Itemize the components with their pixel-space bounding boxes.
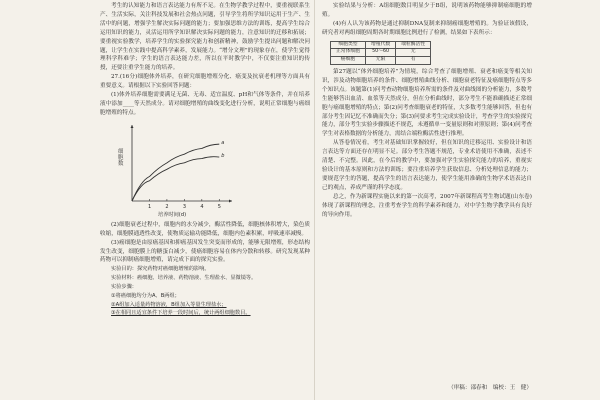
x-axis-label: 培养时间(d): [158, 211, 187, 218]
experiment-purpose: 实验目的：探究药物对癌细胞增殖的影响。: [111, 266, 210, 273]
question-27-intro: 27.(16分)细胞体外培养，在研究细胞增殖分化、癌变及抗衰老机理等方面具有重要意义。请根据以下实验回答问题：: [100, 74, 310, 90]
y-axis-arrow: [131, 125, 134, 128]
table-header: 增殖代数: [366, 41, 396, 49]
x-tick-label: 4: [200, 203, 204, 210]
experiment-steps-heading: 实验步骤：: [111, 283, 137, 290]
series-line-b: [132, 156, 219, 200]
experiment-step: ①将癌细胞均分为A、B两组；: [111, 292, 180, 299]
y-axis-label: 细胞数: [118, 148, 124, 167]
x-tick-label: 2: [165, 203, 169, 210]
table-row: [331, 49, 431, 57]
paragraph: 从答卷情况看，考生对基础知识掌握较好，但在知识的迁移运用、实验设计和语言表达等方面还存在明显不足。部分考生答题不规范，专业术语使用不准确，表述不清楚、不完整。因此，在今后的教学中，要加强对学生实验探究能力的培养，重视实验设计的基本原则和方法的训练；要注重培养学生获取信息、分析处理信息的能力；要规范学生的答题，提高学生的语言表达能力，使学生能用准确的生物学术语表达自己的观点，养成严谨的科学态度。: [322, 140, 532, 191]
paragraph: (4)有人认为该药物是通过抑制DNA复制来抑制癌细胞增殖的。为验证该假设，研究者对两组细胞周期各时期细胞比例进行了检测，结果如下表所示：: [322, 20, 532, 36]
table-cell: 无限: [366, 57, 396, 65]
x-axis-arrow: [229, 199, 232, 202]
table-row: [331, 57, 431, 65]
paragraph: 第27题以“体外细胞培养”为情境，综合考查了细胞增殖、衰老和癌变等相关知识，涉及动物细胞培养的条件、细胞增殖曲线分析、细胞衰老特征及癌细胞特点等多个知识点。该题第(1)问考查动物细胞培养所需的条件及对曲线图的分析能力，多数考生能够答出血清、血浆等天然成分，但在分析曲线时，部分考生不能准确描述正常细胞与癌细胞增殖的特点；第(2)问考查细胞衰老的特征，大多数考生能够回答，但也有部分考生因记忆不准确而失分；第(3)问要求考生完成实验设计，考查学生的实验探究能力，部分考生实验步骤描述不规范，未遵循单一变量原则和对照原则；第(4)问考查学生对表格数据的分析能力，需结合端粒酶活性进行推理。: [322, 69, 532, 138]
right-column: [322, 2, 532, 219]
editor-credit: （审稿：邵春和 编校：王 健）: [448, 385, 532, 391]
paragraph: 实验结果与分析：A组细胞数目明显少于B组，说明该药物能够抑制癌细胞的增殖。: [322, 3, 532, 18]
question-27-part-1: (1)体外培养细胞需要满足无菌、无毒、适宜温度、pH和气体等条件，并在培养液中添加____等天然成分。请对细胞增殖的曲线变化进行分析，说明正常细胞与癌细胞增殖的特点。: [100, 92, 310, 116]
table-cell: 正常体细胞: [331, 49, 366, 57]
table-cell: 有: [396, 57, 431, 65]
series-line-a: [132, 144, 219, 201]
table-cell: 癌细胞: [331, 57, 366, 65]
paragraph: 考生的认知能力和语言表达能力有所不足。在生物学教学过程中，要重视联系生产、生活实际，关注科技发展和社会热点问题，引导学生将所学知识运用于生产、生活中的问题，增强学生解决实际问题的能力；要加强思维方法的训练，提高学生综合运用知识的能力，灵活运用所学知识解决实际问题的能力，注意知识的迁移和拓展；要重视实验教学，培养学生的实验探究能力和创新精神，鼓励学生提出问题和解决问题，让学生在实践中提高科学素养，发展能力。“增分文理”的现象存在，使学生觉得理科学科难学；学生的语言表达能力差，所以在平时教学中，不仅要注重知识的传授，还要注重学生能力的培养。: [100, 3, 310, 72]
paragraph: 总之，作为新课程实施以来的第一次高考，2007年新课程高考生物试题(山东卷)体现了新课程的理念，注重考查学生的科学素养和能力，对中学生物学教学具有良好的导向作用。: [322, 193, 532, 218]
table-header: 端粒酶活性: [396, 41, 431, 49]
table-cell: 50～60: [366, 49, 396, 57]
left-column: [100, 2, 310, 318]
experiment-materials: 实验材料：癌细胞、培养液、药物溶液、生理盐水、显微镜等。: [111, 275, 257, 282]
column-divider: [314, 0, 315, 400]
question-27-part-2: (2)细胞衰老过程中，细胞内的水分减少，酶活性降低，细胞核体积增大，染色质收缩，细胞膜通透性改变，使物质运输功能降低，细胞内色素积累，呼吸速率减慢。: [100, 221, 310, 237]
x-tick-label: 3: [182, 203, 187, 210]
data-table: [330, 41, 431, 65]
cell-growth-chart: [118, 121, 246, 221]
x-tick-label: 1: [147, 203, 152, 210]
table-cell: 无: [396, 49, 431, 57]
experiment-step: ③在相同且适宜条件下培养一段时间后，统计两组细胞数目。: [111, 310, 251, 317]
table-header: 细胞类型: [331, 41, 366, 49]
x-tick-label: 5: [217, 203, 221, 210]
series-label-b: b: [221, 152, 225, 159]
experiment-step: ②A组加入适量药物溶液，B组加入等量生理盐水；: [111, 301, 227, 308]
question-27-part-3: (3)癌细胞是由原癌基因和抑癌基因发生突变而形成的，能够无限增殖，形态结构发生改变，细胞膜上的糖蛋白减少，使癌细胞容易在体内分散和转移。研究发现某种药物可以抑制癌细胞增殖，请完成下面的探究实验。: [100, 239, 310, 264]
series-label-a: a: [221, 139, 225, 146]
